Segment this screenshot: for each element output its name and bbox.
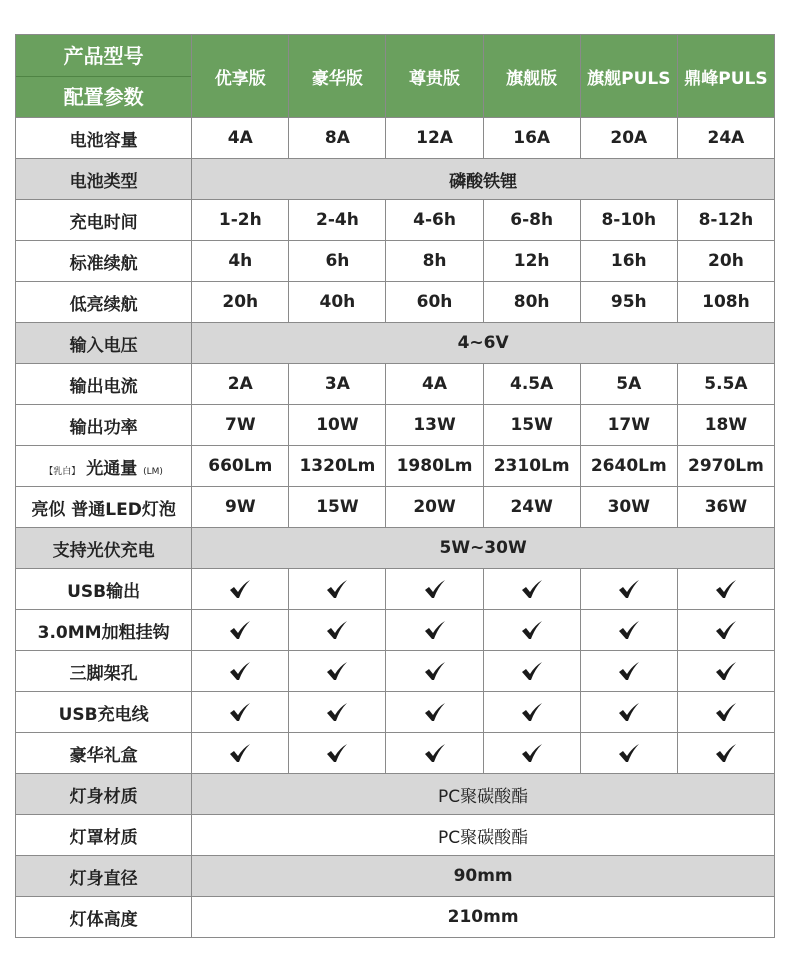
check-icon — [618, 620, 640, 640]
table-row-battery-capacity — [16, 118, 775, 159]
merged-cell: 5W~30W — [192, 528, 775, 569]
table-cell: 660Lm — [192, 446, 289, 487]
table-cell: 5.5A — [677, 364, 774, 405]
model-header: 旗舰PULS — [580, 35, 677, 118]
table-cell: 8A — [289, 118, 386, 159]
check-icon — [424, 743, 446, 763]
table-cell: 6-8h — [483, 200, 580, 241]
table-cell: 1980Lm — [386, 446, 483, 487]
table-cell: 1320Lm — [289, 446, 386, 487]
table-row-battery-type — [16, 159, 775, 200]
table-row-body-diameter — [16, 856, 775, 897]
row-label: 豪华礼盒 — [16, 733, 192, 774]
row-label: 灯罩材质 — [16, 815, 192, 856]
check-icon — [424, 620, 446, 640]
check-cell — [677, 692, 774, 733]
check-icon — [618, 579, 640, 599]
table-cell: 4A — [386, 364, 483, 405]
model-header: 鼎峰PULS — [677, 35, 774, 118]
check-cell — [289, 651, 386, 692]
check-cell — [386, 569, 483, 610]
table-row-hook — [16, 610, 775, 651]
table-cell: 2310Lm — [483, 446, 580, 487]
row-label: 输出功率 — [16, 405, 192, 446]
check-icon — [326, 702, 348, 722]
check-icon — [618, 661, 640, 681]
table-row-gift-box — [16, 733, 775, 774]
table-cell: 8h — [386, 241, 483, 282]
table-cell: 12A — [386, 118, 483, 159]
check-cell — [677, 733, 774, 774]
check-icon — [521, 579, 543, 599]
table-row-output-power — [16, 405, 775, 446]
check-cell — [580, 692, 677, 733]
table-cell: 24A — [677, 118, 774, 159]
table-cell: 15W — [483, 405, 580, 446]
check-icon — [715, 661, 737, 681]
check-cell — [580, 651, 677, 692]
table-cell: 60h — [386, 282, 483, 323]
row-label: 充电时间 — [16, 200, 192, 241]
row-label: 灯身材质 — [16, 774, 192, 815]
row-label: 电池容量 — [16, 118, 192, 159]
table-row-charge-time — [16, 200, 775, 241]
row-label — [16, 446, 192, 487]
row-label: 灯身直径 — [16, 856, 192, 897]
check-icon — [618, 743, 640, 763]
table-row-body-height — [16, 897, 775, 938]
header-corner-cell — [16, 35, 192, 118]
table-cell: 95h — [580, 282, 677, 323]
table-cell: 12h — [483, 241, 580, 282]
table-cell: 4-6h — [386, 200, 483, 241]
check-icon — [618, 702, 640, 722]
table-row-luminous-flux — [16, 446, 775, 487]
check-icon — [521, 661, 543, 681]
table-row-equivalent-bulb — [16, 487, 775, 528]
check-cell — [192, 569, 289, 610]
row-label: 三脚架孔 — [16, 651, 192, 692]
table-row-usb-cable — [16, 692, 775, 733]
table-cell: 13W — [386, 405, 483, 446]
table-cell: 30W — [580, 487, 677, 528]
merged-cell: 磷酸铁锂 — [192, 159, 775, 200]
row-label: 低亮续航 — [16, 282, 192, 323]
table-cell: 20A — [580, 118, 677, 159]
row-label: 3.0MM加粗挂钩 — [16, 610, 192, 651]
table-row-usb-output — [16, 569, 775, 610]
table-cell: 18W — [677, 405, 774, 446]
check-cell — [192, 692, 289, 733]
check-cell — [580, 610, 677, 651]
table-cell: 20h — [192, 282, 289, 323]
check-icon — [326, 620, 348, 640]
row-label: 亮似 普通LED灯泡 — [16, 487, 192, 528]
table-cell: 2970Lm — [677, 446, 774, 487]
table-cell: 36W — [677, 487, 774, 528]
table-row-shade-material — [16, 815, 775, 856]
merged-cell: 210mm — [192, 897, 775, 938]
check-icon — [326, 661, 348, 681]
header-config-label: 配置参数 — [63, 84, 144, 109]
table-row-low-runtime — [16, 282, 775, 323]
table-row-body-material — [16, 774, 775, 815]
check-cell — [386, 733, 483, 774]
label-prefix: 【乳白】 — [44, 466, 81, 477]
check-cell — [483, 651, 580, 692]
merged-cell: 4~6V — [192, 323, 775, 364]
table-row-solar-support — [16, 528, 775, 569]
check-cell — [289, 569, 386, 610]
table-row-tripod-hole — [16, 651, 775, 692]
table-cell: 20h — [677, 241, 774, 282]
check-cell — [483, 692, 580, 733]
check-icon — [424, 579, 446, 599]
check-cell — [192, 651, 289, 692]
check-icon — [521, 702, 543, 722]
check-cell — [289, 692, 386, 733]
check-cell — [192, 733, 289, 774]
check-icon — [424, 702, 446, 722]
check-icon — [229, 579, 251, 599]
check-cell — [483, 733, 580, 774]
table-row-standard-runtime — [16, 241, 775, 282]
model-header: 旗舰版 — [483, 35, 580, 118]
label-suffix: (LM) — [143, 466, 163, 477]
table-cell: 6h — [289, 241, 386, 282]
check-cell — [192, 610, 289, 651]
merged-cell: PC聚碳酸酯 — [192, 774, 775, 815]
check-cell — [677, 569, 774, 610]
row-label: 标准续航 — [16, 241, 192, 282]
check-icon — [715, 702, 737, 722]
check-cell — [289, 610, 386, 651]
table-cell: 4A — [192, 118, 289, 159]
table-cell: 16A — [483, 118, 580, 159]
check-cell — [386, 692, 483, 733]
check-cell — [386, 610, 483, 651]
model-header: 尊贵版 — [386, 35, 483, 118]
check-icon — [715, 620, 737, 640]
row-label: 输出电流 — [16, 364, 192, 405]
model-header: 豪华版 — [289, 35, 386, 118]
table-cell: 1-2h — [192, 200, 289, 241]
table-row-input-voltage — [16, 323, 775, 364]
model-header: 优享版 — [192, 35, 289, 118]
row-label: 输入电压 — [16, 323, 192, 364]
check-icon — [715, 579, 737, 599]
table-cell: 17W — [580, 405, 677, 446]
label-main: 光通量 — [86, 458, 138, 479]
header-model-label: 产品型号 — [16, 36, 191, 77]
merged-cell: 90mm — [192, 856, 775, 897]
table-cell: 7W — [192, 405, 289, 446]
row-label: USB输出 — [16, 569, 192, 610]
table-cell: 108h — [677, 282, 774, 323]
check-icon — [229, 702, 251, 722]
check-cell — [580, 569, 677, 610]
table-cell: 4h — [192, 241, 289, 282]
row-label: 灯体高度 — [16, 897, 192, 938]
table-cell: 4.5A — [483, 364, 580, 405]
check-icon — [521, 620, 543, 640]
check-icon — [229, 743, 251, 763]
merged-cell: PC聚碳酸酯 — [192, 815, 775, 856]
table-cell: 5A — [580, 364, 677, 405]
table-cell: 2A — [192, 364, 289, 405]
table-cell: 8-12h — [677, 200, 774, 241]
check-cell — [677, 610, 774, 651]
check-cell — [386, 651, 483, 692]
table-cell: 40h — [289, 282, 386, 323]
table-cell: 10W — [289, 405, 386, 446]
table-cell: 20W — [386, 487, 483, 528]
spec-table — [15, 34, 775, 938]
table-cell: 2640Lm — [580, 446, 677, 487]
row-label: 支持光伏充电 — [16, 528, 192, 569]
table-cell: 3A — [289, 364, 386, 405]
row-label: USB充电线 — [16, 692, 192, 733]
check-cell — [677, 651, 774, 692]
table-cell: 80h — [483, 282, 580, 323]
table-cell: 8-10h — [580, 200, 677, 241]
table-row-output-current — [16, 364, 775, 405]
check-cell — [289, 733, 386, 774]
check-icon — [424, 661, 446, 681]
check-cell — [483, 569, 580, 610]
table-cell: 24W — [483, 487, 580, 528]
table-header-row — [16, 35, 775, 118]
check-cell — [483, 610, 580, 651]
check-icon — [326, 579, 348, 599]
table-cell: 9W — [192, 487, 289, 528]
table-cell: 2-4h — [289, 200, 386, 241]
check-icon — [229, 620, 251, 640]
row-label: 电池类型 — [16, 159, 192, 200]
check-icon — [229, 661, 251, 681]
check-icon — [326, 743, 348, 763]
check-icon — [715, 743, 737, 763]
table-cell: 16h — [580, 241, 677, 282]
check-cell — [580, 733, 677, 774]
table-cell: 15W — [289, 487, 386, 528]
check-icon — [521, 743, 543, 763]
